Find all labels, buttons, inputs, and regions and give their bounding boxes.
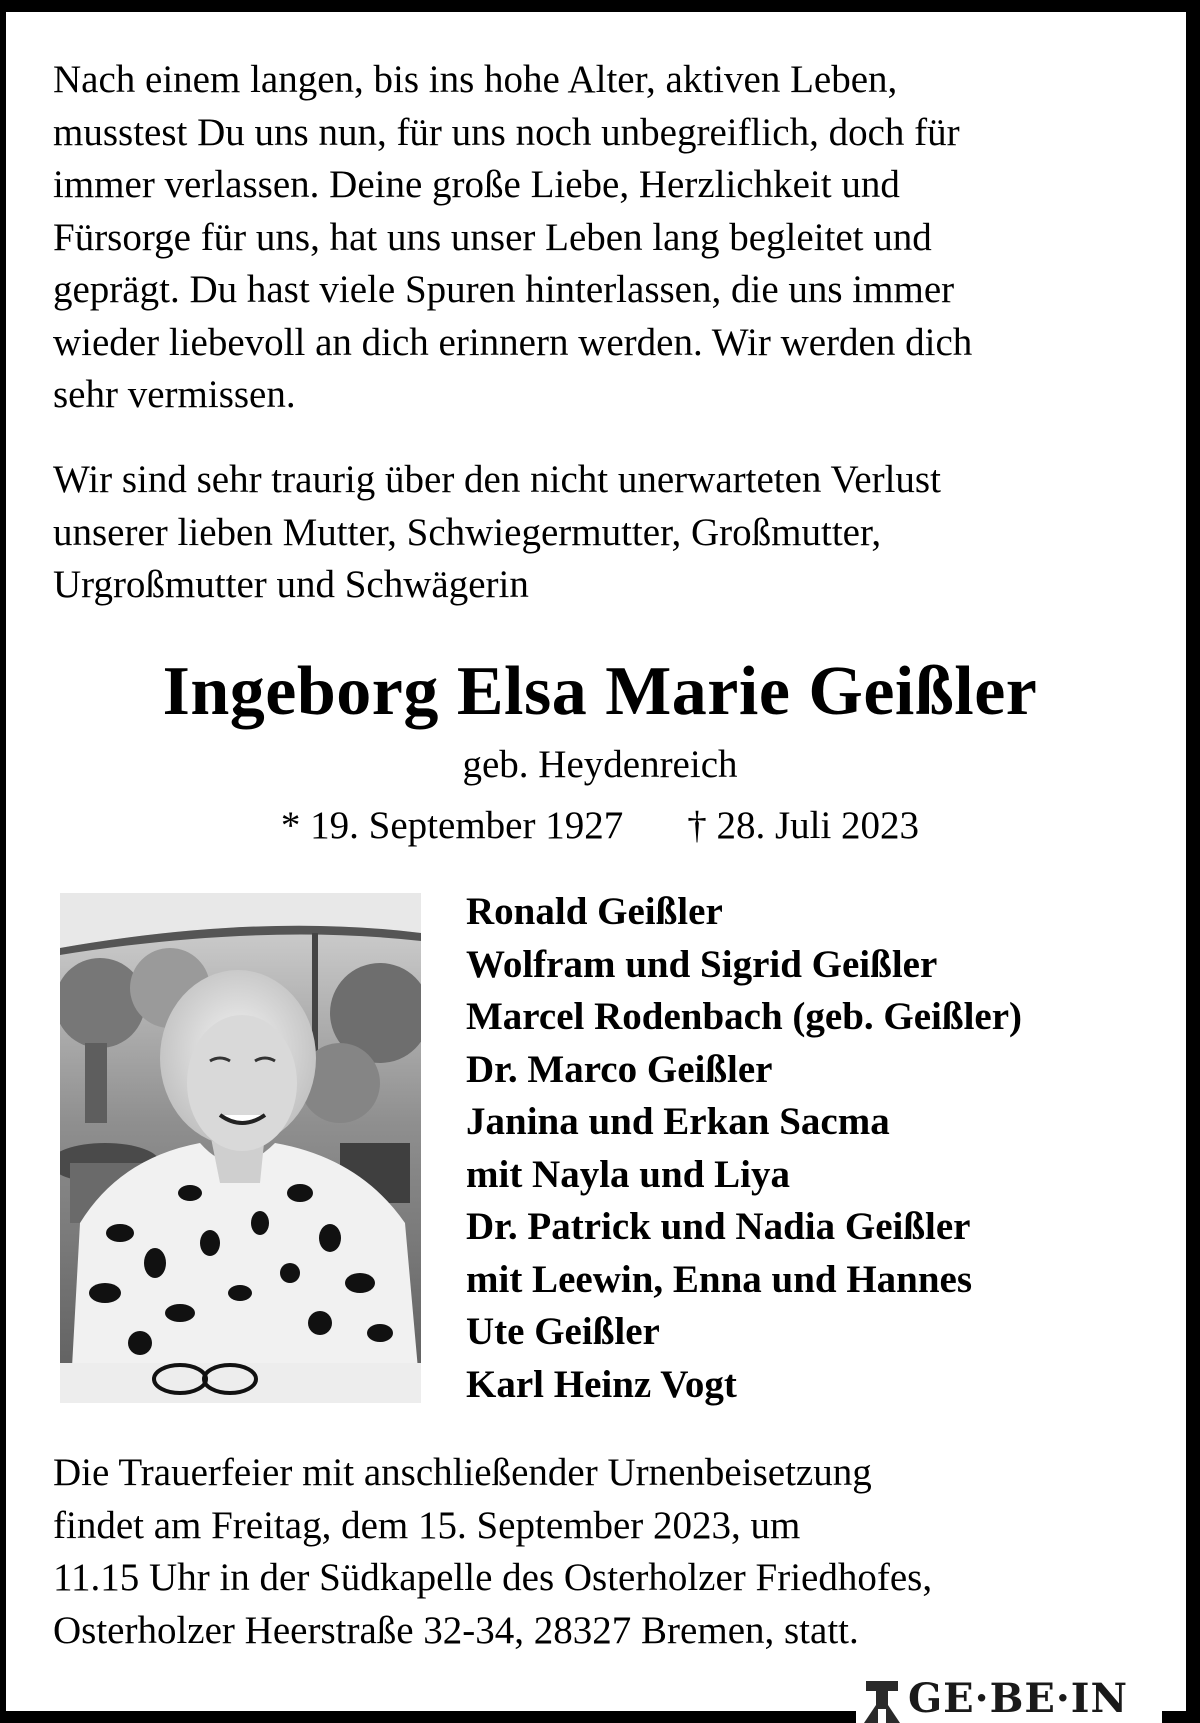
text-line: 11.15 Uhr in der Südkapelle des Osterholzer Friedhofes, [53, 1556, 933, 1599]
mourner-entry: Ute Geißler [466, 1310, 660, 1353]
mourner-entry: Dr. Marco Geißler [466, 1047, 773, 1091]
mourner-entry: Wolfram und Sigrid Geißler [466, 942, 938, 986]
text-line: unserer lieben Mutter, Schwiegermutter, Großmutter, [53, 510, 882, 554]
gebein-logo [856, 1675, 1162, 1723]
text-line: Osterholzer Heerstraße 32-34, 28327 Bremen, statt. [53, 1608, 859, 1652]
text-line: Urgroßmutter und Schwägerin [53, 563, 529, 606]
mourner-entry: mit Nayla und Liya [466, 1152, 790, 1196]
mourner-entry: Karl Heinz Vogt [466, 1362, 737, 1406]
birth-name: geb. Heydenreich [462, 743, 738, 786]
mourner-entry: Marcel Rodenbach (geb. Geißler) [466, 995, 1023, 1038]
text-line: musstest Du uns nun, für uns noch unbegreiflich, doch für [53, 110, 960, 154]
text-line: Nach einem langen, bis ins hohe Alter, aktiven Leben, [53, 58, 898, 101]
mourner-entry: Janina und Erkan Sacma [466, 1100, 890, 1143]
death-date: † 28. Juli 2023 [687, 804, 920, 847]
mourner-entry: Dr. Patrick und Nadia Geißler [466, 1205, 971, 1248]
loss-paragraph [53, 454, 1153, 612]
text-line: wieder liebevoll an dich erinnern werden. Wir werden dich [53, 320, 973, 364]
text-line: sehr vermissen. [53, 373, 296, 416]
text-line: geprägt. Du hast viele Spuren hinterlassen, die uns immer [53, 268, 955, 311]
gebein-logo-text: GE·BE·IN [908, 1675, 1129, 1722]
mourner-entry: Ronald Geißler [466, 890, 723, 933]
text-line: Fürsorge für uns, hat uns unser Leben lang begleitet und [53, 215, 932, 259]
mourner-entry: mit Leewin, Enna und Hannes [466, 1257, 973, 1301]
text-line: immer verlassen. Deine große Liebe, Herzlichkeit und [53, 163, 900, 206]
text-line: Wir sind sehr traurig über den nicht unerwarteten Verlust [53, 458, 941, 501]
mourners-list [466, 886, 1022, 1411]
portrait-photo-image [60, 893, 421, 1403]
life-dates [0, 801, 1200, 851]
deceased-name: Ingeborg Elsa Marie Geißler [162, 653, 1038, 730]
intro-paragraph [53, 54, 1153, 422]
text-line: findet am Freitag, dem 15. September 2023, um [53, 1503, 801, 1547]
funeral-paragraph [53, 1447, 1153, 1657]
gebein-logo-icon [862, 1679, 902, 1723]
text-line: Die Trauerfeier mit anschließender Urnenbeisetzung [53, 1451, 872, 1494]
portrait-photo [60, 893, 421, 1403]
birth-date: * 19. September 1927 [280, 804, 624, 847]
